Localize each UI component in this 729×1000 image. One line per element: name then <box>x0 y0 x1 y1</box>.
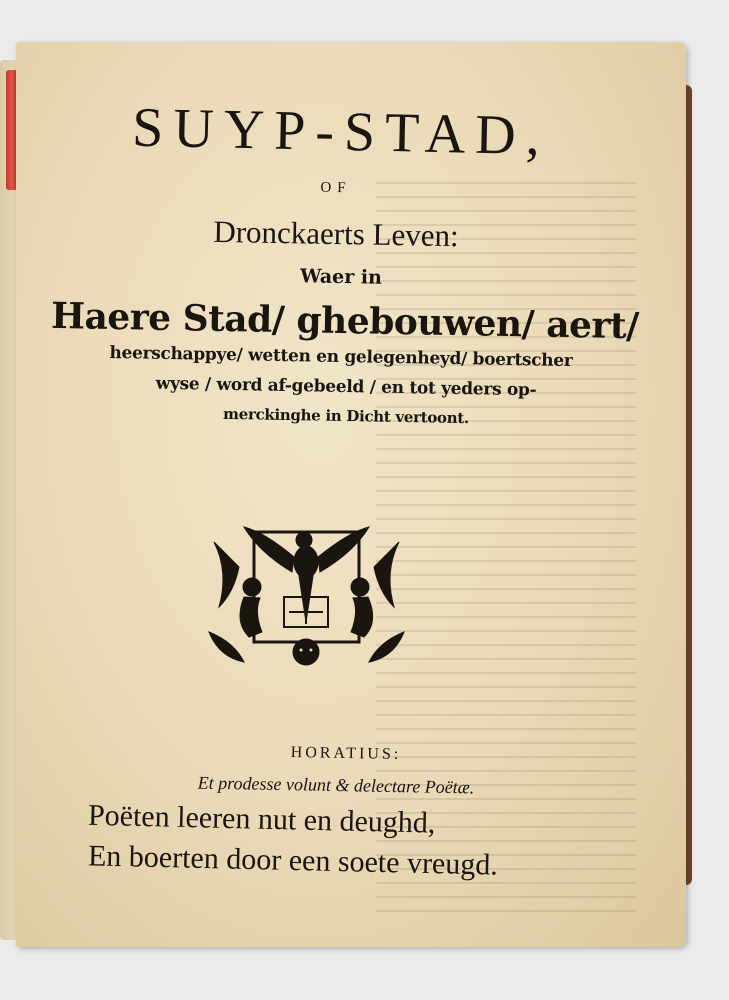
title-of: OF <box>320 179 352 197</box>
latin-quote: Et prodesse volunt & delectare Poëtæ. <box>197 772 475 798</box>
verse-line-2: En boerten door een soete vreugd. <box>87 839 499 882</box>
verse-line-1: Poëten leeren nut en deughd, <box>87 798 436 840</box>
book-title: SUYP-STAD, <box>131 96 551 168</box>
waer-in-line: Waer in <box>299 265 383 289</box>
blackletter-line-1: Haere Stad/ ghebouwen/ aert/ <box>50 294 640 348</box>
blackletter-line-4: merckinghe in Dicht vertoont. <box>222 404 470 428</box>
title-page <box>16 42 686 947</box>
quote-author: HORATIUS: <box>290 744 402 763</box>
book-subtitle: Dronckaerts Leven: <box>213 213 459 254</box>
eagle-printers-device-icon <box>204 512 409 672</box>
blackletter-line-2: heerschappye/ wetten en gelegenheyd/ boertscher <box>109 342 573 372</box>
blackletter-line-3: wyse / word af-gebeeld / en tot yeders op- <box>155 373 537 401</box>
